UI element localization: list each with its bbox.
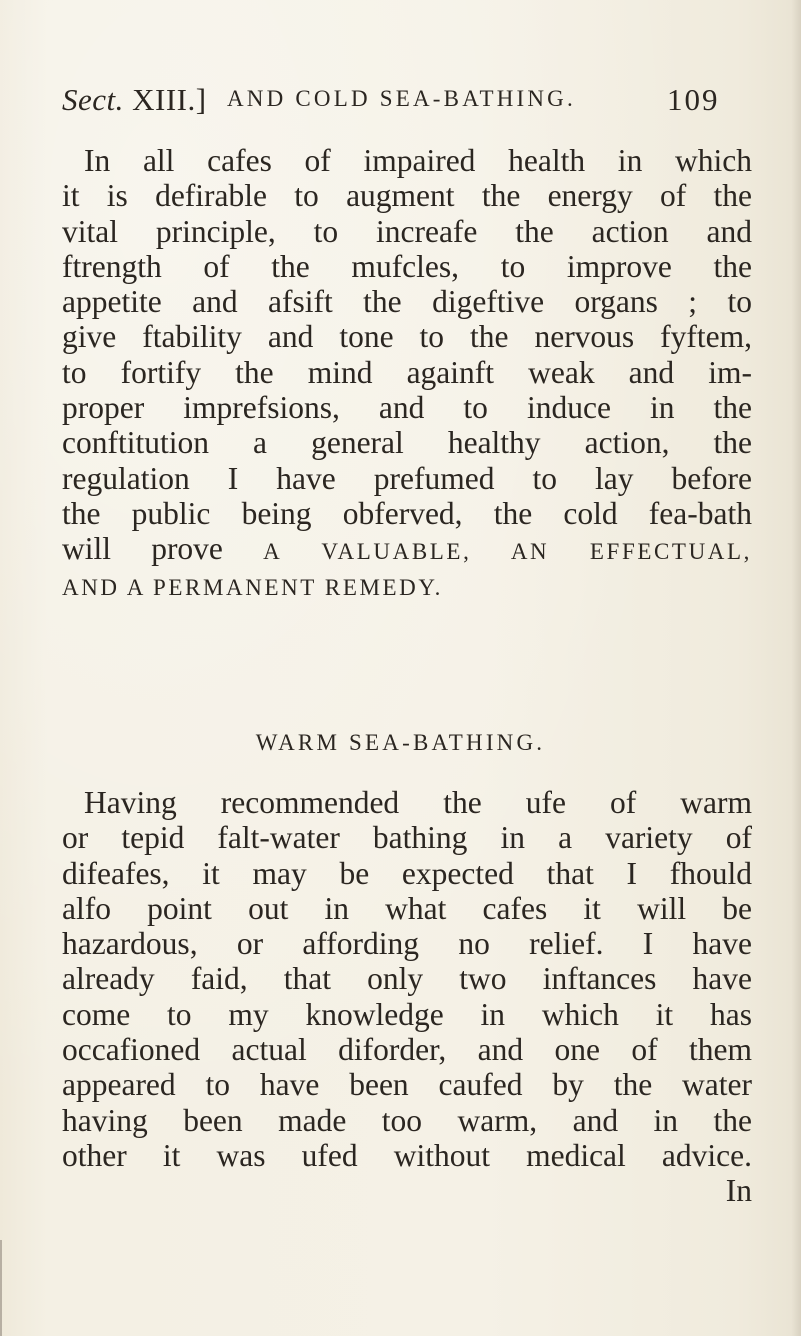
section-subheading: WARM SEA-BATHING. (255, 730, 546, 755)
text-line: occafioned actual diforder, and one of them (62, 1032, 752, 1068)
text-line: or tepid falt-water bathing in a variety of (62, 820, 752, 856)
text-line: ftrength of the mufcles, to improve the (62, 248, 752, 284)
running-title: AND COLD SEA-BATHING. (227, 86, 576, 111)
small-caps-emphasis: A VALUABLE, AN EFFECTUAL, (263, 539, 753, 565)
text-line: vital principle, to increafe the action and (62, 213, 752, 249)
text-line: proper imprefsions, and to induce in the (62, 390, 752, 426)
section-number: XIII.] (132, 82, 207, 117)
small-caps-emphasis: AND A PERMANENT REMEDY. (62, 574, 443, 600)
text-line: In all cafes of impaired health in which (84, 143, 752, 178)
text-line: Having recommended the ufe of warm (84, 785, 752, 820)
text-fragment: will prove (62, 531, 223, 567)
text-line: appetite and afsift the digeftive organs ; to (62, 284, 752, 320)
text-line: hazardous, or affording no relief. I have (62, 926, 752, 962)
text-line: having been made too warm, and in the (62, 1102, 752, 1138)
text-line: appeared to have been caufed by the water (62, 1067, 752, 1103)
text-line: it is defirable to augment the energy of the (62, 178, 752, 214)
binding-edge-mark (0, 1240, 2, 1336)
text-line: come to my knowledge in which it has (62, 996, 752, 1032)
text-line: other it was ufed without medical advice. (62, 1137, 752, 1173)
text-line: to fortify the mind againft weak and im- (62, 354, 752, 390)
text-line: give ftability and tone to the nervous fyftem, (62, 319, 752, 355)
page-edge-shadow (791, 0, 801, 1336)
section-label: Sect. (62, 82, 124, 117)
catchword: In (725, 1173, 752, 1209)
text-line: regulation I have prefumed to lay before (62, 460, 752, 496)
page-number: 109 (667, 82, 720, 117)
text-line: conftitution a general healthy action, the (62, 425, 752, 461)
paragraph-warm-bathing (62, 785, 752, 1209)
running-head (62, 82, 742, 122)
text-line: the public being obferved, the cold fea-bath (62, 495, 752, 531)
text-line-small-caps (62, 567, 752, 602)
paragraph-cold-bathing (62, 143, 752, 602)
text-line-with-emphasis (62, 531, 752, 566)
text-line: difeafes, it may be expected that I fhould (62, 855, 752, 891)
text-line: already faid, that only two inftances have (62, 961, 752, 997)
text-line: alfo point out in what cafes it will be (62, 890, 752, 926)
